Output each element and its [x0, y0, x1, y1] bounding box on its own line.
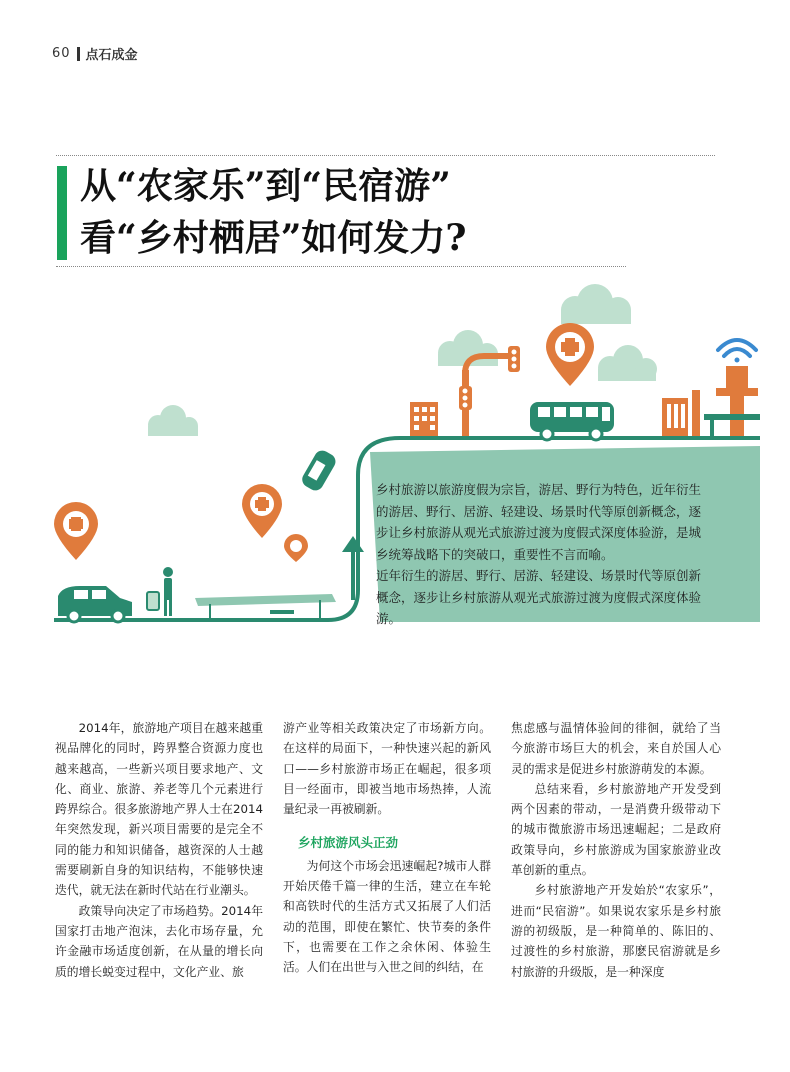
plus-pin-icon [54, 502, 98, 560]
subheading: 乡村旅游风头正劲 [298, 835, 399, 851]
body-column-1 [55, 718, 263, 982]
title-accent-bar [57, 166, 67, 260]
page-header [52, 44, 138, 63]
traveler-icon [147, 567, 173, 616]
callout-text [376, 479, 706, 630]
cloud-icon [148, 405, 198, 436]
body-column-3 [511, 718, 721, 982]
body-paragraph: 政策导向决定了市场趋势。2014年国家打击地产泡沫，去化市场存量，允许金融市场适度创新，在从量的增长向质的增长蜕变过程中，文化产业、旅 [55, 903, 263, 979]
page-number: 60 [52, 46, 71, 61]
body-paragraph: 乡村旅游地产开发始於“农家乐”，进而“民宿游”。如果说农家乐是乡村旅游的初级版，是一种简单的、陈旧的、过渡性的乡村旅游，那麽民宿游就是乡村旅游的升级版，是一种深度 [511, 883, 721, 979]
station-building-icon [662, 366, 760, 436]
body-paragraph: 总结来看，乡村旅游地产开发受到两个因素的带动，一是消费升级带动下的城市微旅游市场迅速崛起；二是政府政策导向，乡村旅游成为国家旅游业改革创新的重点。 [511, 781, 721, 878]
cloud-icon [561, 284, 631, 324]
body-paragraph: 2014年，旅游地产项目在越来越重视品牌化的同时，跨界整合资源力度也越来越高，一些新兴项目要求地产、文化、商业、旅游、养老等几个元素进行跨界综合。很多旅游地产界人士在2014年突然发现，新兴项目需要的是完全不同的能力和知识储备，越资深的人士越需要刷新自身的知识结构，不能够快速迭代，就无法在新时代站在行业潮头。 [55, 721, 263, 898]
plus-pin-icon [242, 484, 282, 538]
plus-pin-icon [546, 323, 594, 386]
building-icon [410, 402, 438, 436]
small-pin-icon [284, 534, 308, 562]
bus-stop-icon [195, 594, 336, 620]
cloud-icon [598, 345, 657, 381]
section-name: 点石成金 [85, 48, 138, 63]
title-line-2: 看“乡村栖居”如何发力? [80, 217, 467, 259]
body-column-2 [283, 718, 491, 978]
up-arrow-icon [342, 536, 364, 600]
article-title [80, 160, 467, 264]
body-paragraph: 为何这个市场会迅速崛起?城市人群开始厌倦千篇一律的生活，建立在车轮和高铁时代的生活方式又拓展了人们活动的范围，即使在繁忙、快节奏的条件下，也需要在工作之余休闲、体验生活。人们在出世与入世之间的纠结，在 [283, 858, 491, 975]
wifi-icon [718, 340, 756, 363]
dotted-rule-top [56, 155, 715, 156]
title-line-1: 从“农家乐”到“民宿游” [80, 165, 451, 207]
callout-paragraph: 近年衍生的游居、野行、居游、轻建设、场景时代等原创新概念，逐步让乡村旅游从观光式旅游过渡为度假式深度体验游。 [376, 568, 702, 626]
callout-paragraph: 乡村旅游以旅游度假为宗旨，游居、野行为特色，近年衍生的游居、野行、居游、轻建设、场景时代等原创新概念，逐步让乡村旅游从观光式旅游过渡为度假式深度体验游，是城乡统筹战略下的突破口，重要性不言而喻。 [376, 482, 702, 562]
body-paragraph: 游产业等相关政策决定了市场新方向。在这样的局面下，一种快速兴起的新风口——乡村旅游市场正在崛起，很多项目一经面市，即被当地市场热捧，人流量纪录一再被刷新。 [283, 721, 491, 817]
bus-icon [530, 402, 614, 440]
header-divider [77, 47, 80, 61]
body-paragraph: 焦虑感与温情体验间的徘徊，就给了当今旅游市场巨大的机会，来自於国人心灵的需求是促进乡村旅游萌发的本源。 [511, 721, 721, 776]
car-icon [299, 448, 338, 494]
car-icon [58, 586, 132, 622]
dotted-rule-bottom [56, 266, 626, 267]
